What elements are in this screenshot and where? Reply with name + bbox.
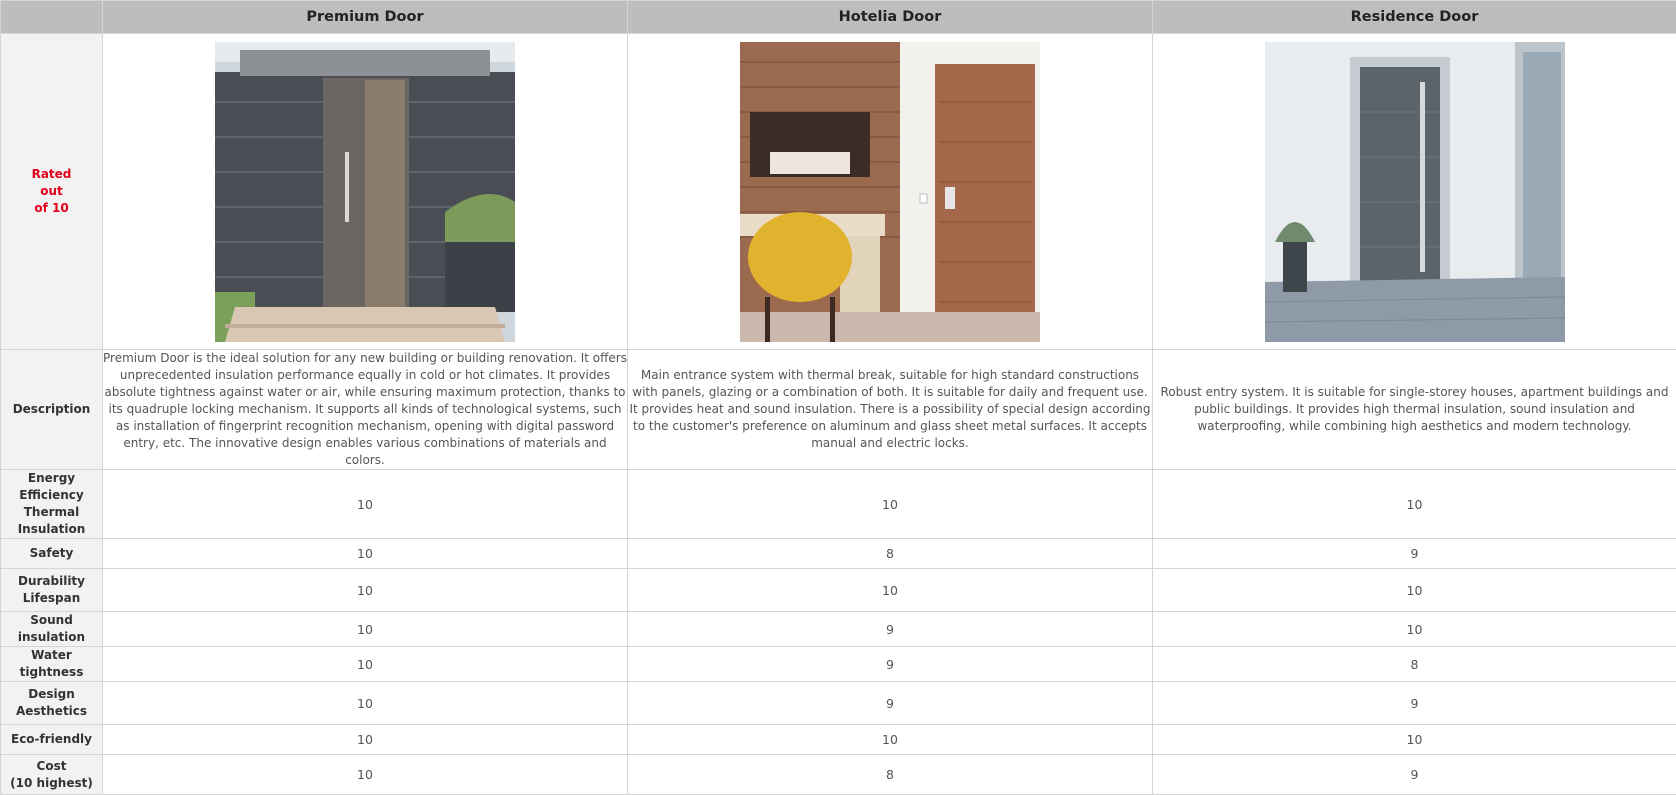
rating-row-cost bbox=[1, 755, 1676, 795]
rating-label-line: Cost bbox=[1, 758, 102, 775]
rating-value: 10 bbox=[103, 612, 628, 647]
rating-value: 10 bbox=[103, 755, 628, 795]
rating-row-design bbox=[1, 682, 1676, 725]
rating-row-sound bbox=[1, 612, 1676, 647]
rating-value: 9 bbox=[628, 682, 1153, 725]
rating-label-line: Safety bbox=[1, 545, 102, 562]
rating-label bbox=[1, 539, 103, 569]
rating-row-water bbox=[1, 647, 1676, 682]
rating-row-energy bbox=[1, 470, 1676, 539]
premium-door-image bbox=[215, 42, 515, 342]
rating-label-line: Sound insulation bbox=[1, 612, 102, 646]
rating-label-line: Energy bbox=[1, 470, 102, 487]
residence-door-description: Robust entry system. It is suitable for single-storey houses, apartment buildings and public buildings. It provides high thermal insulation, sound insulation and waterproofing, while combining high aesthetics and modern technology. bbox=[1153, 350, 1676, 470]
rating-row-safety bbox=[1, 539, 1676, 569]
rating-label bbox=[1, 612, 103, 647]
rating-label-line: Efficiency bbox=[1, 487, 102, 504]
rating-label bbox=[1, 569, 103, 612]
header-row bbox=[1, 1, 1676, 34]
rating-value: 10 bbox=[103, 647, 628, 682]
rating-label bbox=[1, 647, 103, 682]
rating-value: 9 bbox=[1153, 755, 1676, 795]
rating-value: 10 bbox=[1153, 569, 1676, 612]
rating-label bbox=[1, 682, 103, 725]
rated-label-line: of 10 bbox=[1, 200, 102, 217]
header-corner bbox=[1, 1, 103, 34]
rating-value: 8 bbox=[1153, 647, 1676, 682]
rating-row-durability bbox=[1, 569, 1676, 612]
rating-row-eco bbox=[1, 725, 1676, 755]
rating-value: 10 bbox=[103, 569, 628, 612]
rating-value: 9 bbox=[1153, 682, 1676, 725]
rating-label bbox=[1, 725, 103, 755]
rating-value: 9 bbox=[1153, 539, 1676, 569]
hotelia-door-image-cell bbox=[628, 34, 1153, 350]
rating-label bbox=[1, 470, 103, 539]
image-row bbox=[1, 34, 1676, 350]
rating-label-line: Durability bbox=[1, 573, 102, 590]
rating-value: 10 bbox=[103, 725, 628, 755]
hotelia-door-description: Main entrance system with thermal break, suitable for high standard constructions with panels, glazing or a combination of both. It is suitable for daily and frequent use. It provides heat and sound insulation. There is a possibility of special design according to the customer's preference on aluminum and glass sheet metal surfaces. It accepts manual and electric locks. bbox=[628, 350, 1153, 470]
residence-door-image bbox=[1265, 42, 1565, 342]
rating-label-line: Eco-friendly bbox=[1, 731, 102, 748]
rating-value: 10 bbox=[103, 682, 628, 725]
rating-label bbox=[1, 755, 103, 795]
rating-value: 9 bbox=[628, 612, 1153, 647]
rating-label-line: Aesthetics bbox=[1, 703, 102, 720]
rating-value: 10 bbox=[628, 470, 1153, 539]
rated-label-line: out bbox=[1, 183, 102, 200]
column-header-premium: Premium Door bbox=[103, 1, 628, 34]
rating-value: 10 bbox=[1153, 725, 1676, 755]
rating-value: 10 bbox=[628, 569, 1153, 612]
rating-value: 10 bbox=[628, 725, 1153, 755]
description-row bbox=[1, 350, 1676, 470]
premium-door-description: Premium Door is the ideal solution for any new building or building renovation. It offers unprecedented insulation performance equally in cold or hot climates. It provides absolute tightness against water or air, while ensuring maximum protection, thanks to its quadruple locking mechanism. It supports all kinds of technological systems, such as installation of fingerprint recognition mechanism, opening with digital password entry, etc. The innovative design enables various combinations of materials and colors. bbox=[103, 350, 628, 470]
rating-label-line: Design bbox=[1, 686, 102, 703]
rating-value: 10 bbox=[103, 470, 628, 539]
rating-value: 8 bbox=[628, 755, 1153, 795]
rated-label-line: Rated bbox=[1, 166, 102, 183]
column-header-residence: Residence Door bbox=[1153, 1, 1676, 34]
rating-label-line: Thermal Insulation bbox=[1, 504, 102, 538]
rating-value: 10 bbox=[1153, 612, 1676, 647]
rating-label-line: Water tightness bbox=[1, 647, 102, 681]
rating-value: 10 bbox=[103, 539, 628, 569]
hotelia-door-image bbox=[740, 42, 1040, 342]
description-label: Description bbox=[1, 350, 103, 470]
rating-value: 8 bbox=[628, 539, 1153, 569]
premium-door-image-cell bbox=[103, 34, 628, 350]
rating-label-line: Lifespan bbox=[1, 590, 102, 607]
column-header-hotelia: Hotelia Door bbox=[628, 1, 1153, 34]
rated-label bbox=[1, 34, 103, 350]
rating-value: 9 bbox=[628, 647, 1153, 682]
residence-door-image-cell bbox=[1153, 34, 1676, 350]
rating-label-line: (10 highest) bbox=[1, 775, 102, 792]
rating-value: 10 bbox=[1153, 470, 1676, 539]
